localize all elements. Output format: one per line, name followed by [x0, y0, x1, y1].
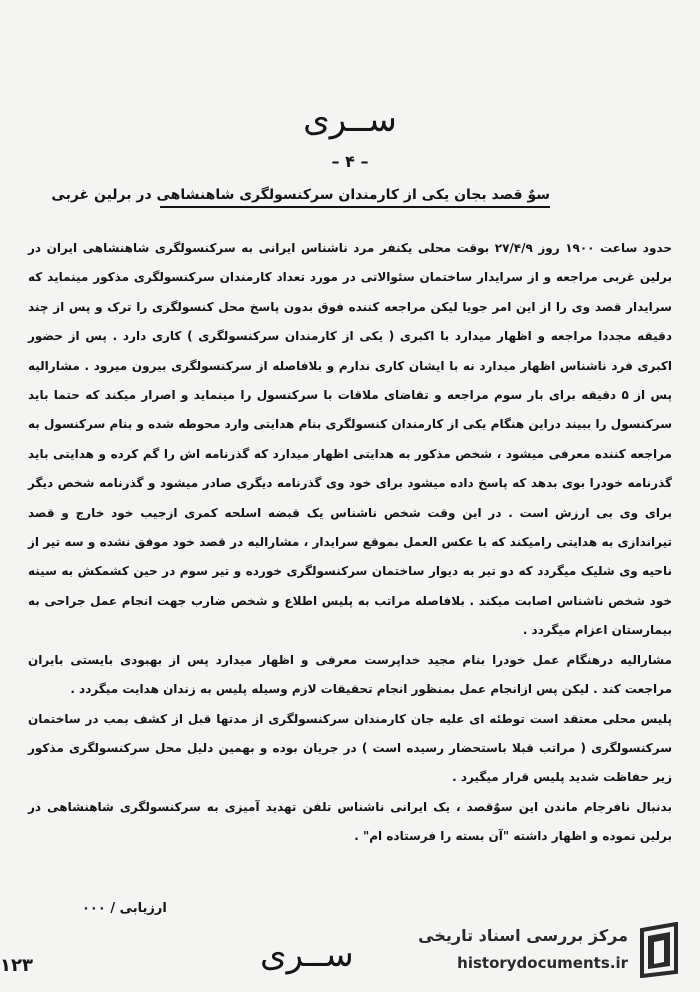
document-body [28, 234, 672, 852]
page-number: – ۴ – [331, 152, 369, 171]
archive-logo-icon [634, 922, 684, 978]
paragraph-3: پلیس محلی معتقد است توطئه ای علیه جان کارمندان سرکنسولگری از مدتها قبل از کشف بمب در ساختمان سرکنسولگری ( مراتب قبلا باستحضار رسیده است ) در جریان بوده و بهمین دلیل محل سرکنسولگری مذکور زیر حفاظت شدید پلیس قرار میگیرد . [28, 711, 672, 785]
paragraph-2: مشارالیه درهنگام عمل خودرا بنام مجید خداپرست معرفی و اظهار میدارد پس از بهبودی بایستی بایران مراجعت کند . لیکن پس ازانجام عمل بمنظور انجام تحقیقات لازم وسیله پلیس به زندان هدایت میگردد . [28, 652, 672, 697]
top-classification-stamp: ســری [303, 100, 397, 140]
watermark-title: مرکز بررسی اسناد تاریخی [418, 926, 628, 945]
bottom-classification-stamp: ســری [260, 935, 354, 975]
watermark-url: historydocuments.ir [457, 954, 628, 972]
paragraph-1: حدود ساعت ۱۹۰۰ روز ۲۷/۴/۹ بوقت محلی یکنفر مرد ناشناس ایرانی به سرکنسولگری شاهنشاهی ایران در برلین غربی مراجعه و از سرایدار ساختمان سئوالاتی در مورد تعداد کارمندان سرکنسولگری مذکور مینماید که سرایدار قصد وی را از این امر جویا لیکن مراجعه کننده فوق بدون پاسخ محل کنسولگری را ترک و پس از چند دقیقه مجددا مراجعه و اظهار میدارد با اکبری ( یکی از کارمندان سرکنسولگری ) کاری دارد . پس از حضور اکبری فرد ناشناس اظهار میدارد نه با ایشان کاری ندارم و بلافاصله از سرکنسولگری بیرون میرود . مشارالیه پس از ۵ دقیقه برای بار سوم مراجعه و تقاضای ملاقات با سرکنسول را مینماید و اصرار میکند که حتما باید سرکنسول را ببیند دراین هنگام یکی از کارمندان کنسولگری بنام هدایتی وارد محوطه شده و بنام سرکنسول به مراجعه کننده معرفی میشود ، شخص مذکور به هدایتی اظهار میدارد که گذرنامه اش را گم کرده و هدایتی باید گذرنامه خودرا بوی بدهد که پاسخ داده میشود برای خود وی گذرنامه دیگری صادر میشود و گذرنامه شخص دیگر برای وی بی ارزش است . در این وقت شخص ناشناس یک قبضه اسلحه کمری ازجیب خود خارج و قصد تیراندازی به هدایتی رامیکند که با عکس العمل بموقع سرایدار ، مشارالیه در قصد خود موفق نشده و سه تیر از ناحیه وی شلیک میگردد که دو تیر به دیوار ساختمان سرکنسولگری خورده و تیر سوم در حین کشمکش به سینه خود شخص ناشناس اصابت میکند . بلافاصله مراتب به پلیس اطلاع و شخص ضارب جهت انجام عمل جراحی به بیمارستان اعزام میگردد . [28, 241, 673, 638]
watermark [418, 918, 690, 982]
document-title: سوٌ قصد بجان یکی از کارمندان سرکنسولگری شاهنشاهی در برلین غربی [160, 187, 550, 208]
paragraph-4: بدنبال نافرجام ماندن این سوٌقصد ، یک ایرانی ناشناس تلفن تهدید آمیزی به سرکنسولگری شاهنشاهی در برلین نموده و اظهار داشته "آن بسته را فرستاده ام" . [28, 799, 672, 844]
evaluation-code: ارزیابی / ۰۰۰ [82, 901, 167, 916]
side-page-number: ۱۲۳ [0, 955, 33, 976]
